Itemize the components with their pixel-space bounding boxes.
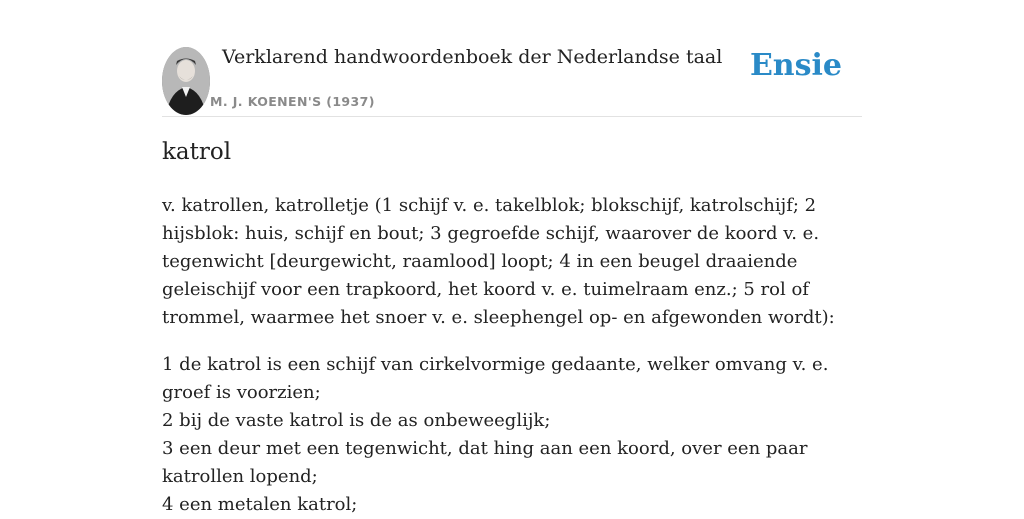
example-item: 2 bij de vaste katrol is de as onbeweeglijk; xyxy=(162,410,551,431)
author-portrait xyxy=(162,47,210,115)
entry-examples xyxy=(162,351,862,519)
example-item: 4 een metalen katrol; xyxy=(162,494,358,515)
page-content xyxy=(162,0,862,515)
example-item: 1 de katrol is een schijf van cirkelvormige gedaante, welker omvang v. e. groef is voorzien; xyxy=(162,354,829,403)
site-header xyxy=(162,0,862,117)
example-item: 3 een deur met een tegenwicht, dat hing aan een koord, over een paar katrollen lopend; xyxy=(162,438,808,487)
entry-definition: v. katrollen, katrolletje (1 schijf v. e. takelblok; blokschijf, katrolschijf; 2 hijsblok: huis, schijf en bout; 3 gegroefde schijf, waarover de koord v. e. tegenwicht [deurgewicht, raamlood] loopt; 4 in een beugel draaiende geleischijf voor een trapkoord, het koord v. e. tuimelraam enz.; 5 rol of trommel, waarmee het snoer v. e. sleephengel op- en afgewonden wordt): xyxy=(162,195,835,328)
book-title: Verklarend handwoordenboek der Nederlandse taal xyxy=(222,46,723,68)
entry-title: katrol xyxy=(162,139,232,165)
brand-logo-link[interactable]: Ensie xyxy=(749,48,842,83)
book-subtitle: M. J. KOENEN'S (1937) xyxy=(210,94,375,109)
